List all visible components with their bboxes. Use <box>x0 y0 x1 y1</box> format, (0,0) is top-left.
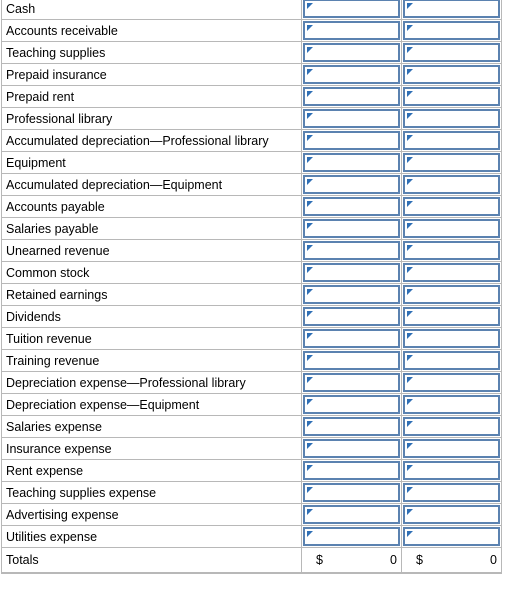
debit-cell <box>302 130 402 152</box>
account-name: Advertising expense <box>2 504 302 526</box>
debit-cell <box>302 328 402 350</box>
table-row <box>2 240 502 262</box>
input-marker-icon <box>307 3 313 9</box>
input-marker-icon <box>307 47 313 53</box>
credit-amount-input[interactable] <box>403 527 500 546</box>
account-name: Insurance expense <box>2 438 302 460</box>
debit-cell <box>302 460 402 482</box>
account-name: Accumulated depreciation—Equipment <box>2 174 302 196</box>
credit-cell <box>402 416 502 438</box>
debit-amount-input[interactable] <box>303 65 400 84</box>
input-marker-icon <box>307 267 313 273</box>
table-row <box>2 504 502 526</box>
debit-cell <box>302 20 402 42</box>
credit-amount-input[interactable] <box>403 43 500 62</box>
debit-cell <box>302 196 402 218</box>
input-marker-icon <box>307 465 313 471</box>
credit-amount-input[interactable] <box>403 329 500 348</box>
debit-amount-input[interactable] <box>303 329 400 348</box>
debit-amount-input[interactable] <box>303 43 400 62</box>
credit-amount-input[interactable] <box>403 505 500 524</box>
credit-amount-input[interactable] <box>403 395 500 414</box>
debit-amount-input[interactable] <box>303 0 400 18</box>
credit-cell <box>402 130 502 152</box>
input-marker-icon <box>407 531 413 537</box>
account-name: Accounts receivable <box>2 20 302 42</box>
table-row <box>2 196 502 218</box>
debit-cell <box>302 350 402 372</box>
table-row <box>2 64 502 86</box>
credit-amount-input[interactable] <box>403 0 500 18</box>
input-marker-icon <box>307 223 313 229</box>
debit-amount-input[interactable] <box>303 483 400 502</box>
input-marker-icon <box>407 289 413 295</box>
account-name: Depreciation expense—Professional library <box>2 372 302 394</box>
account-name: Salaries payable <box>2 218 302 240</box>
input-marker-icon <box>407 509 413 515</box>
credit-amount-input[interactable] <box>403 263 500 282</box>
debit-amount-input[interactable] <box>303 395 400 414</box>
credit-cell <box>402 152 502 174</box>
account-name: Utilities expense <box>2 526 302 548</box>
debit-amount-input[interactable] <box>303 285 400 304</box>
debit-amount-input[interactable] <box>303 439 400 458</box>
table-row <box>2 460 502 482</box>
debit-total-cell <box>302 548 402 573</box>
credit-cell <box>402 438 502 460</box>
table-row <box>2 152 502 174</box>
debit-total-value: 0 <box>390 553 397 567</box>
table-row <box>2 42 502 64</box>
credit-amount-input[interactable] <box>403 219 500 238</box>
credit-cell <box>402 240 502 262</box>
table-row <box>2 438 502 460</box>
table-row <box>2 394 502 416</box>
credit-cell <box>402 394 502 416</box>
table-row <box>2 86 502 108</box>
table-row <box>2 262 502 284</box>
account-name: Training revenue <box>2 350 302 372</box>
credit-total-value: 0 <box>490 553 497 567</box>
account-name: Equipment <box>2 152 302 174</box>
input-marker-icon <box>407 69 413 75</box>
table-row <box>2 20 502 42</box>
credit-amount-input[interactable] <box>403 461 500 480</box>
credit-amount-input[interactable] <box>403 153 500 172</box>
input-marker-icon <box>307 69 313 75</box>
debit-currency-symbol: $ <box>316 553 323 567</box>
debit-amount-input[interactable] <box>303 373 400 392</box>
credit-amount-input[interactable] <box>403 351 500 370</box>
credit-total-cell <box>402 548 502 573</box>
credit-cell <box>402 504 502 526</box>
credit-amount-input[interactable] <box>403 285 500 304</box>
debit-cell <box>302 0 402 20</box>
input-marker-icon <box>307 531 313 537</box>
credit-amount-input[interactable] <box>403 307 500 326</box>
debit-amount-input[interactable] <box>303 263 400 282</box>
credit-cell <box>402 372 502 394</box>
input-marker-icon <box>407 465 413 471</box>
input-marker-icon <box>407 47 413 53</box>
input-marker-icon <box>307 399 313 405</box>
credit-amount-input[interactable] <box>403 197 500 216</box>
debit-cell <box>302 438 402 460</box>
input-marker-icon <box>407 333 413 339</box>
credit-amount-input[interactable] <box>403 241 500 260</box>
input-marker-icon <box>407 311 413 317</box>
credit-cell <box>402 42 502 64</box>
credit-amount-input[interactable] <box>403 65 500 84</box>
input-marker-icon <box>407 91 413 97</box>
table-row <box>2 174 502 196</box>
input-marker-icon <box>407 3 413 9</box>
debit-cell <box>302 218 402 240</box>
credit-cell <box>402 526 502 548</box>
credit-amount-input[interactable] <box>403 483 500 502</box>
account-name: Rent expense <box>2 460 302 482</box>
table-row <box>2 130 502 152</box>
debit-cell <box>302 174 402 196</box>
credit-cell <box>402 174 502 196</box>
debit-cell <box>302 482 402 504</box>
debit-cell <box>302 284 402 306</box>
totals-row <box>2 548 502 573</box>
debit-amount-input[interactable] <box>303 175 400 194</box>
input-marker-icon <box>407 245 413 251</box>
account-name: Professional library <box>2 108 302 130</box>
credit-amount-input[interactable] <box>403 175 500 194</box>
debit-amount-input[interactable] <box>303 417 400 436</box>
account-name: Depreciation expense—Equipment <box>2 394 302 416</box>
table-row <box>2 284 502 306</box>
account-name: Prepaid insurance <box>2 64 302 86</box>
input-marker-icon <box>307 25 313 31</box>
credit-amount-input[interactable] <box>403 439 500 458</box>
credit-amount-input[interactable] <box>403 417 500 436</box>
account-name: Tuition revenue <box>2 328 302 350</box>
debit-amount-input[interactable] <box>303 241 400 260</box>
totals-label: Totals <box>2 548 302 573</box>
account-name: Teaching supplies expense <box>2 482 302 504</box>
input-marker-icon <box>307 157 313 163</box>
debit-cell <box>302 152 402 174</box>
credit-cell <box>402 328 502 350</box>
credit-amount-input[interactable] <box>403 87 500 106</box>
credit-amount-input[interactable] <box>403 109 500 128</box>
input-marker-icon <box>407 201 413 207</box>
input-marker-icon <box>307 135 313 141</box>
account-name: Prepaid rent <box>2 86 302 108</box>
input-marker-icon <box>407 113 413 119</box>
table-row <box>2 0 502 20</box>
input-marker-icon <box>407 157 413 163</box>
debit-cell <box>302 504 402 526</box>
debit-amount-input[interactable] <box>303 461 400 480</box>
debit-amount-input[interactable] <box>303 153 400 172</box>
debit-amount-input[interactable] <box>303 219 400 238</box>
table-row <box>2 108 502 130</box>
table-row <box>2 372 502 394</box>
input-marker-icon <box>407 377 413 383</box>
table-row <box>2 328 502 350</box>
debit-amount-input[interactable] <box>303 505 400 524</box>
credit-cell <box>402 350 502 372</box>
credit-cell <box>402 196 502 218</box>
debit-amount-input[interactable] <box>303 109 400 128</box>
table-row <box>2 218 502 240</box>
debit-cell <box>302 394 402 416</box>
account-name: Dividends <box>2 306 302 328</box>
input-marker-icon <box>307 333 313 339</box>
debit-cell <box>302 306 402 328</box>
credit-cell <box>402 482 502 504</box>
debit-cell <box>302 526 402 548</box>
debit-amount-input[interactable] <box>303 351 400 370</box>
input-marker-icon <box>407 355 413 361</box>
debit-cell <box>302 416 402 438</box>
input-marker-icon <box>307 245 313 251</box>
input-marker-icon <box>407 421 413 427</box>
debit-amount-input[interactable] <box>303 87 400 106</box>
account-name: Teaching supplies <box>2 42 302 64</box>
credit-currency-symbol: $ <box>416 553 423 567</box>
credit-cell <box>402 108 502 130</box>
input-marker-icon <box>407 267 413 273</box>
debit-cell <box>302 262 402 284</box>
debit-cell <box>302 372 402 394</box>
input-marker-icon <box>407 135 413 141</box>
debit-cell <box>302 86 402 108</box>
account-name: Common stock <box>2 262 302 284</box>
credit-amount-input[interactable] <box>403 131 500 150</box>
debit-amount-input[interactable] <box>303 21 400 40</box>
account-name: Accounts payable <box>2 196 302 218</box>
debit-amount-input[interactable] <box>303 527 400 546</box>
input-marker-icon <box>307 289 313 295</box>
input-marker-icon <box>407 487 413 493</box>
input-marker-icon <box>307 201 313 207</box>
debit-amount-input[interactable] <box>303 131 400 150</box>
debit-amount-input[interactable] <box>303 197 400 216</box>
table-row <box>2 526 502 548</box>
input-marker-icon <box>307 179 313 185</box>
account-name: Salaries expense <box>2 416 302 438</box>
debit-cell <box>302 64 402 86</box>
input-marker-icon <box>307 487 313 493</box>
account-name: Unearned revenue <box>2 240 302 262</box>
input-marker-icon <box>307 91 313 97</box>
credit-cell <box>402 20 502 42</box>
input-marker-icon <box>307 443 313 449</box>
debit-cell <box>302 42 402 64</box>
input-marker-icon <box>407 179 413 185</box>
input-marker-icon <box>407 25 413 31</box>
credit-amount-input[interactable] <box>403 373 500 392</box>
credit-amount-input[interactable] <box>403 21 500 40</box>
input-marker-icon <box>307 377 313 383</box>
input-marker-icon <box>307 355 313 361</box>
table-row <box>2 482 502 504</box>
credit-cell <box>402 0 502 20</box>
table-row <box>2 306 502 328</box>
table-row <box>2 416 502 438</box>
account-name: Cash <box>2 0 302 20</box>
debit-cell <box>302 108 402 130</box>
input-marker-icon <box>307 509 313 515</box>
account-name: Accumulated depreciation—Professional library <box>2 130 302 152</box>
input-marker-icon <box>407 399 413 405</box>
input-marker-icon <box>407 223 413 229</box>
input-marker-icon <box>407 443 413 449</box>
debit-cell <box>302 240 402 262</box>
debit-amount-input[interactable] <box>303 307 400 326</box>
credit-cell <box>402 306 502 328</box>
trial-balance-table <box>1 0 502 574</box>
account-name: Retained earnings <box>2 284 302 306</box>
input-marker-icon <box>307 421 313 427</box>
credit-cell <box>402 284 502 306</box>
account-rows <box>2 0 502 548</box>
input-marker-icon <box>307 311 313 317</box>
credit-cell <box>402 64 502 86</box>
input-marker-icon <box>307 113 313 119</box>
credit-cell <box>402 460 502 482</box>
credit-cell <box>402 86 502 108</box>
credit-cell <box>402 262 502 284</box>
table-row <box>2 350 502 372</box>
credit-cell <box>402 218 502 240</box>
